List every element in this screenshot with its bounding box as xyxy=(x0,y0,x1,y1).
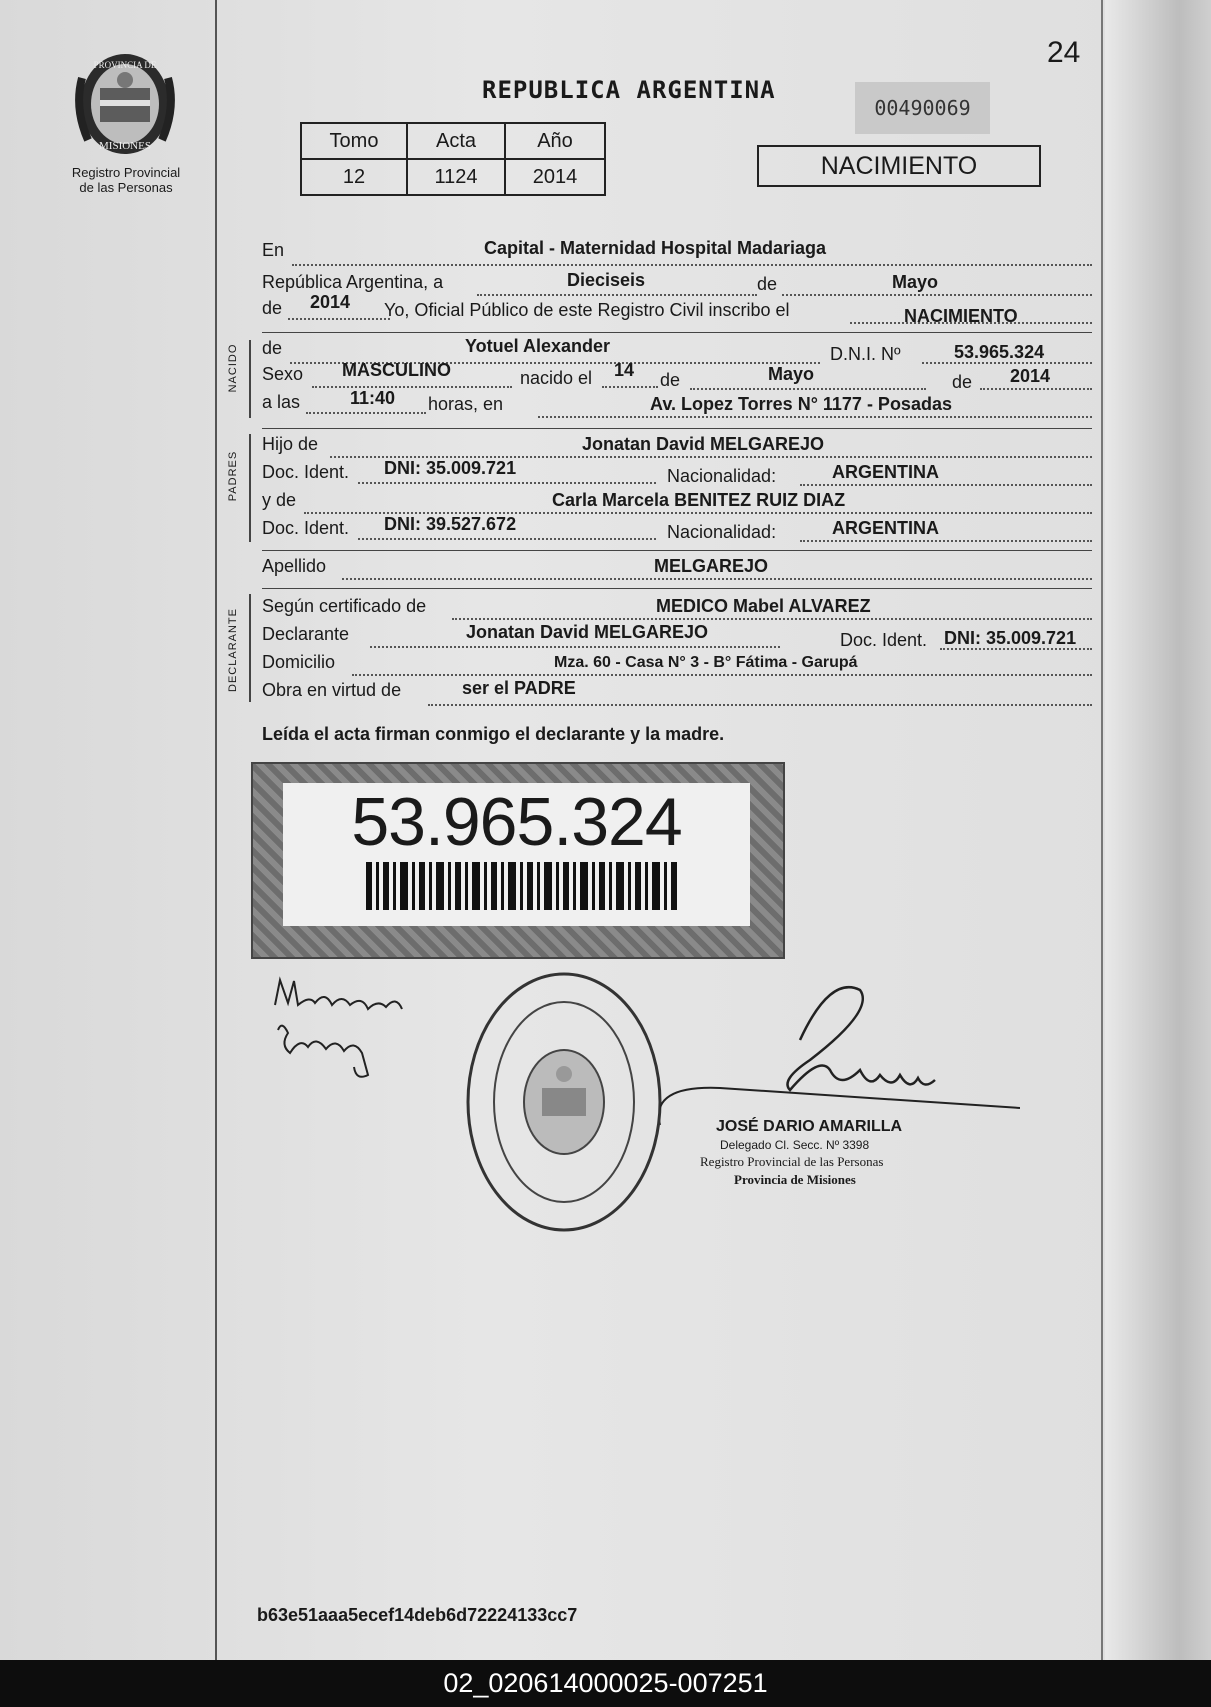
value-day: Dieciseis xyxy=(567,270,646,290)
value-address: Mza. 60 - Casa N° 3 - B° Fátima - Garupá xyxy=(554,654,858,671)
left-margin-line xyxy=(215,0,217,1660)
value-declarant: Jonatan David MELGAREJO xyxy=(466,622,709,642)
value-birth-day: 14 xyxy=(614,360,635,380)
row-surname xyxy=(262,556,1092,586)
table-header-tomo: Tomo xyxy=(301,123,407,159)
section-rule xyxy=(262,428,1092,429)
value-mother-doc: DNI: 39.527.672 xyxy=(384,514,517,534)
label-inscribo: Yo, Oficial Público de este Registro Civil inscribo el xyxy=(384,300,790,320)
side-label-nacido: NACIDO xyxy=(227,343,239,393)
dotted-line xyxy=(292,264,1092,266)
seal-bottom-text: MISIONES xyxy=(99,140,151,152)
value-declarant-doc: DNI: 35.009.721 xyxy=(944,628,1077,648)
dotted-line xyxy=(452,618,1092,620)
logo-caption-line2: de las Personas xyxy=(79,180,173,195)
dotted-line xyxy=(538,416,1092,418)
value-place: Capital - Maternidad Hospital Madariaga xyxy=(484,238,827,258)
section-rule xyxy=(262,550,1092,551)
label-segun-cert: Según certificado de xyxy=(262,596,427,616)
document-hash: b63e51aaa5ecef14deb6d72224133cc7 xyxy=(257,1605,578,1625)
page-number: 24 xyxy=(1047,36,1081,69)
right-margin-line xyxy=(1101,0,1103,1660)
label-de-month: de xyxy=(660,370,681,390)
dotted-line xyxy=(690,388,926,390)
dotted-line xyxy=(312,386,512,388)
dotted-line xyxy=(782,294,1092,296)
value-mother-name: Carla Marcela BENITEZ RUIZ DIAZ xyxy=(552,490,846,510)
page-edge xyxy=(1105,0,1211,1660)
value-surname: MELGAREJO xyxy=(654,556,769,576)
value-birth-place: Av. Lopez Torres N° 1177 - Posadas xyxy=(650,394,952,414)
dotted-line xyxy=(358,538,656,540)
label-a-las: a las xyxy=(262,392,301,412)
dotted-line xyxy=(477,294,757,296)
label-nacido-el: nacido el xyxy=(520,368,593,388)
value-act: NACIMIENTO xyxy=(904,306,1018,326)
label-doc-ident: Doc. Ident. xyxy=(262,462,350,482)
label-doc-ident: Doc. Ident. xyxy=(262,518,350,538)
label-dni: D.N.I. Nº xyxy=(830,344,901,364)
value-sex: MASCULINO xyxy=(342,360,451,380)
document-title: REPUBLICA ARGENTINA xyxy=(482,76,776,104)
value-month: Mayo xyxy=(892,272,939,292)
table-value-acta: 1124 xyxy=(407,159,505,195)
label-horas-en: horas, en xyxy=(428,394,504,414)
declarante-bracket xyxy=(249,594,251,702)
dotted-line xyxy=(980,388,1092,390)
dotted-line xyxy=(800,484,1092,486)
barcode-icon xyxy=(366,862,686,910)
dotted-line xyxy=(306,412,426,414)
row-mother-doc xyxy=(262,514,1092,548)
row-father-doc xyxy=(262,458,1092,492)
value-birth-year: 2014 xyxy=(1010,366,1051,386)
label-nacionalidad: Nacionalidad: xyxy=(667,466,777,486)
value-year: 2014 xyxy=(310,292,351,312)
dotted-line xyxy=(428,704,1092,706)
label-de-year: de xyxy=(262,298,283,318)
label-de-name: de xyxy=(262,338,283,358)
dotted-line xyxy=(370,646,780,648)
label-declarante: Declarante xyxy=(262,624,350,644)
official-name: JOSÉ DARIO AMARILLA xyxy=(716,1118,903,1135)
dotted-line xyxy=(358,482,656,484)
dotted-line xyxy=(352,674,1092,676)
row-address xyxy=(262,652,1092,682)
value-father-doc: DNI: 35.009.721 xyxy=(384,458,517,478)
dotted-line xyxy=(342,578,1092,580)
side-label-padres: PADRES xyxy=(227,450,239,502)
value-father-name: Jonatan David MELGAREJO xyxy=(582,434,825,454)
section-rule xyxy=(262,332,1092,333)
value-certificate: MEDICO Mabel ALVAREZ xyxy=(656,596,871,616)
row-inscription xyxy=(262,292,1092,328)
label-hijo-de: Hijo de xyxy=(262,434,319,454)
dni-sticker-number: 53.965.324 xyxy=(351,784,682,860)
serial-number: 00490069 xyxy=(855,82,990,134)
seal-top-text: PROVINCIA DE xyxy=(93,60,157,70)
padres-bracket xyxy=(249,434,251,542)
value-child-name: Yotuel Alexander xyxy=(465,336,611,356)
value-capacity: ser el PADRE xyxy=(462,678,576,698)
table-header-acta: Acta xyxy=(407,123,505,159)
value-father-nat: ARGENTINA xyxy=(832,462,939,482)
table-value-ano: 2014 xyxy=(505,159,605,195)
official-line2: Delegado Cl. Secc. Nº 3398 xyxy=(720,1138,870,1152)
value-birth-month: Mayo xyxy=(768,364,815,384)
scan-id: 02_020614000025-007251 xyxy=(443,1668,768,1698)
section-rule xyxy=(262,588,1092,589)
logo-caption-line1: Registro Provincial xyxy=(71,165,181,180)
official-stamp-icon xyxy=(464,970,664,1235)
row-time-place xyxy=(262,388,1092,422)
parent-signatures-icon xyxy=(270,975,420,1085)
label-apellido: Apellido xyxy=(262,556,327,576)
nacido-bracket xyxy=(249,340,251,418)
label-domicilio: Domicilio xyxy=(262,652,336,672)
table-value-tomo: 12 xyxy=(301,159,407,195)
dotted-line xyxy=(800,540,1092,542)
closing-statement: Leída el acta firman conmigo el declarante y la madre. xyxy=(262,724,725,744)
dotted-line xyxy=(602,386,658,388)
side-label-declarante: DECLARANTE xyxy=(227,608,239,692)
row-capacity xyxy=(262,680,1092,710)
row-declarant xyxy=(262,624,1092,654)
label-de: de xyxy=(757,274,778,294)
registry-table xyxy=(300,122,606,196)
table-header-ano: Año xyxy=(505,123,605,159)
logo-caption xyxy=(56,165,196,195)
misiones-province-seal-icon xyxy=(70,48,180,160)
act-type-box: NACIMIENTO xyxy=(757,145,1041,187)
label-y-de: y de xyxy=(262,490,297,510)
value-time: 11:40 xyxy=(350,388,396,408)
official-line4: Provincia de Misiones xyxy=(734,1172,856,1187)
value-dni: 53.965.324 xyxy=(954,342,1045,362)
dotted-line xyxy=(288,318,390,320)
value-mother-nat: ARGENTINA xyxy=(832,518,939,538)
label-en: En xyxy=(262,240,285,260)
label-nacionalidad: Nacionalidad: xyxy=(667,522,777,542)
official-line3: Registro Provincial de las Personas xyxy=(700,1154,884,1169)
label-republica: República Argentina, a xyxy=(262,272,444,292)
label-doc-ident-decl: Doc. Ident. xyxy=(840,630,928,650)
label-sexo: Sexo xyxy=(262,364,304,384)
row-place xyxy=(262,240,1092,270)
label-de-year2: de xyxy=(952,372,973,392)
label-obra-virtud: Obra en virtud de xyxy=(262,680,402,700)
